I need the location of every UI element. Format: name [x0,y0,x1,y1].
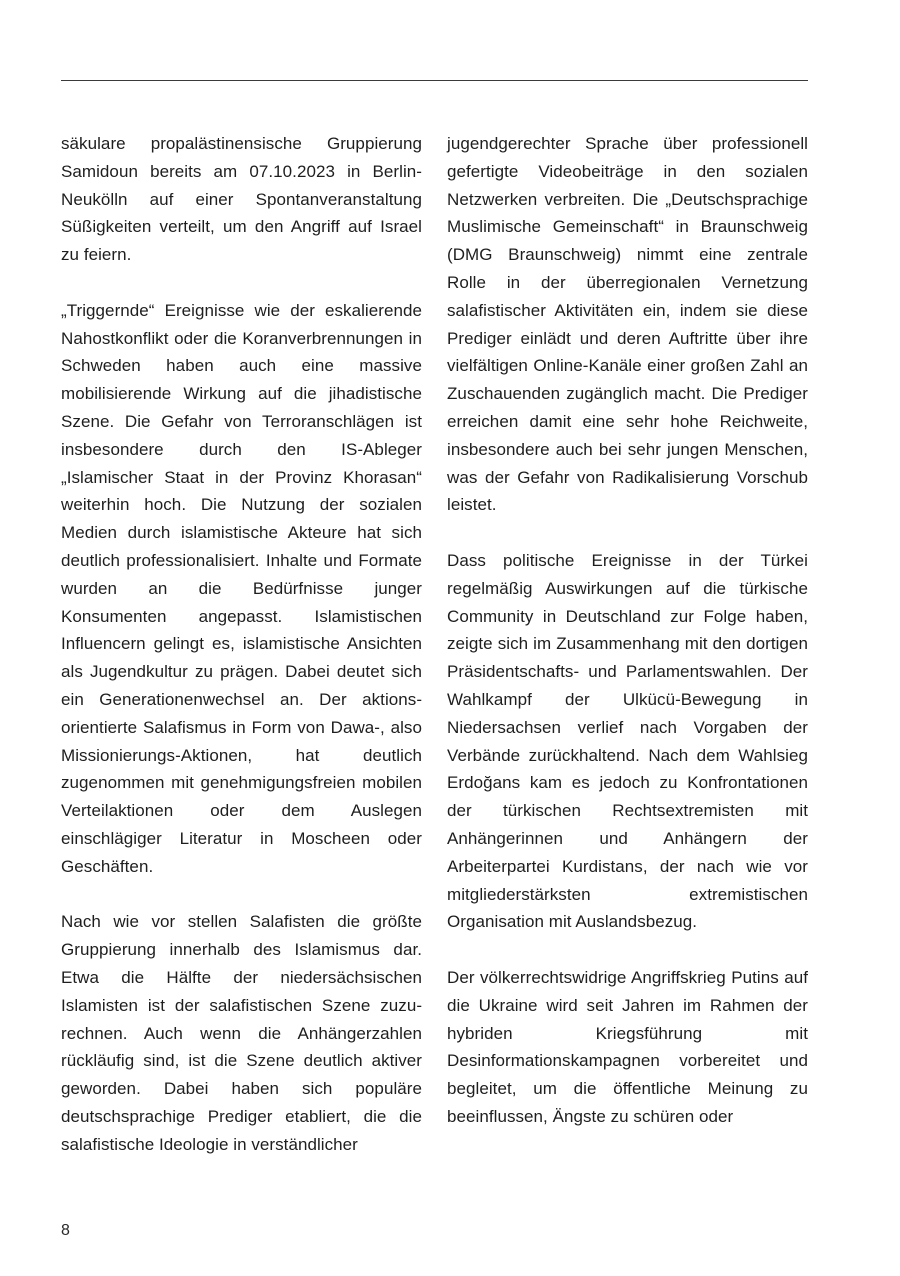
paragraph-samidoun: säkulare propalästinensische Gruppierung Samidoun bereits am 07.10.2023 in Berlin-Neukölln auf einer Spontanveranstaltung Süßigkeiten verteilt, um den Angriff auf Israel zu feiern. [61,134,422,265]
paragraph-ukraine-war: Der völkerrechtswidrige Angriffskrieg Putins auf die Ukraine wird seit Jahren im Rahmen der hybriden Kriegsführung mit Desinformationskampagnen vorbereitet und begleitet, um die öffentliche Meinung zu beeinflussen, Ängste zu schüren oder [447,967,808,1126]
paragraph-turkey: Dass politische Ereignisse in der Türkei regelmäßig Auswirkungen auf die türkische Community in Deutschland zur Folge haben, zeigte sich im Zusammenhang mit den dortigen Präsidentschafts- und Parlamentswahlen. Der Wahlkampf der Ulkücü-Bewegung in Niedersachsen verlief nach Vorgaben der Verbände zurückhaltend. Nach dem Wahlsieg Erdoğans kam es jedoch zu Konfrontationen der türkischen Rechtsextremisten mit Anhängerinnen und Anhängern der Arbeiterpartei Kurdistans, der nach wie vor mitgliederstärksten extremistischen Organisation mit Auslandsbezug. [447,550,808,932]
page-number: 8 [61,1222,70,1239]
paragraph-dmg-braunschweig: jugendgerechter Sprache über professionell gefertigte Videobeiträge in den sozialen Netzwerken verbreiten. Die „Deutschsprachige Muslimische Gemeinschaft“ in Braunschweig (DMG Braunschweig) nimmt eine zentrale Rolle in der überregionalen Vernetzung salafistischer Aktivitäten ein, indem sie diese Prediger einlädt und deren Auftritte über ihre vielfältigen Online-Kanäle einer großen Zahl an Zuschauenden zugänglich macht. Die Prediger erreichen damit eine sehr hohe Reichweite, insbesondere auch bei sehr jungen Menschen, was der Gefahr von Radikalisierung Vorschub leistet. [447,134,808,515]
paragraph-salafists: Nach wie vor stellen Salafisten die größte Gruppierung innerhalb des Islamismus dar. Etwa die Hälfte der niedersächsischen Islamisten ist der salafistischen Szene zuzurechnen. Auch wenn die Anhängerzahlen rückläufig sind, ist die Szene deutlich aktiver geworden. Dabei haben sich populäre deutschsprachige Prediger etabliert, die die salafistische Ideologie in verständlicher [61,912,422,1154]
left-column [61,130,422,1158]
header-rule [61,80,808,81]
right-column [447,130,808,1131]
paragraph-triggering-events: „Triggernde“ Ereignisse wie der eskalierende Nahostkonflikt oder die Koranverbrennungen in Schweden haben auch eine massive mobilisierende Wirkung auf die jihadistische Szene. Die Gefahr von Terroranschlägen ist insbesondere durch den IS-Ableger „Islamischer Staat in der Provinz Khorasan“ weiterhin hoch. Die Nutzung der sozialen Medien durch islamistische Akteure hat sich deutlich professionalisiert. Inhalte und Formate wurden an die Bedürfnisse junger Konsumenten angepasst. Islamistischen Influencern gelingt es, islamistische Ansichten als Jugendkultur zu prägen. Dabei deutet sich ein Generationenwechsel an. Der aktionsorientierte Salafismus in Form von Dawa-, also Missionierungs-Aktionen, hat deutlich zugenommen mit genehmigungsfreien mobilen Verteilaktionen oder dem Auslegen einschlägiger Literatur in Moscheen oder Geschäften. [61,300,422,876]
